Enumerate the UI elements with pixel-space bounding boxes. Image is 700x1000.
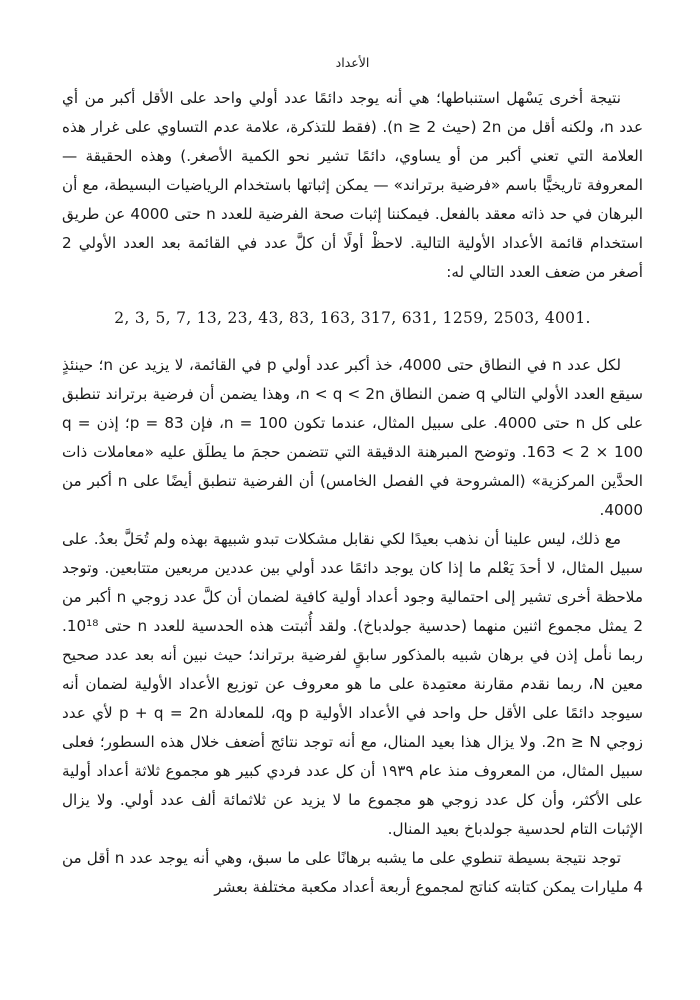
paragraph-1: نتيجة أخرى يَسْهل استنباطها؛ هي أنه يوجد دائمًا عدد أولي واحد على الأقل أكبر من أي عدد n، ولكنه أقل من 2n (حيث n ≥ 2). (فقط للتذكرة، علامة عدم التساوي على غرار هذه العلامة التي تعني أكبر من أو يساوي، دائمًا تشير نحو الكمية الأصغر.) وهذه الحقيقة — المعروفة تاريخيًّا باسم «فرضية برتراند» — يمكن إثباتها باستخدام الرياضيات البسيطة، مع أن البرهان في حد ذاته معقد بالفعل. فيمكننا إثبات صحة الفرضية للعدد n حتى 4000 عن طريق استخدام قائمة الأعداد الأولية التالية. لاحظْ أولًا أن كلَّ عدد في القائمة بعد العدد الأولي 2 أصغر من ضعف العدد التالي له: xyxy=(62,89,644,281)
body-text xyxy=(62,84,643,902)
paragraph-4: توجد نتيجة بسيطة تنطوي على ما يشبه برهانًا على ما سبق، وهي أنه يوجد عدد n أقل من 4 مليارات يمكن كتابته كناتج لمجموع أربعة أعداد مكعبة مختلفة بعشر xyxy=(62,849,643,896)
paragraph-3: مع ذلك، ليس علينا أن نذهب بعيدًا لكي نقابل مشكلات تبدو شبيهة بهذه ولم تُحَلَّ بعدُ. على سبيل المثال، لا أحدَ يَعْلم ما إذا كان يوجد دائمًا عدد أولي بين عددين مربعين متتابعين. وتوجد ملاحظة أخرى تشير إلى احتمالية وجود أعداد أولية كافية لضمان أن كلَّ عدد زوجي n أكبر من 2 يمثل مجموع اثنين منهما (حدسية جولدباخ). ولقد أُثبتت هذه الحدسية للعدد n حتى 10¹⁸. ربما نأمل إذن في برهان شبيه بالمذكور سابقٍ لفرضية برتراند؛ حيث نبين أنه بعد عدد صحيح معين N، ربما نقدم مقارنة معتمِدة على ما هو معروف عن توزيع الأعداد الأولية لضمان أنه سيوجد دائمًا على الأقل حل واحد في الأعداد الأولية p وq، للمعادلة p + q = 2n لأي عدد زوجي 2n ≥ N. ولا يزال هذا بعيد المنال، مع أنه توجد نتائج أضعف خلال هذه السطور؛ فعلى سبيل المثال، من المعروف منذ عام ١٩٣٩ أن كل عدد فردي كبير هو مجموع ثلاثة أعداد أولية على الأكثر، وأن كل عدد زوجي هو مجموع ما لا يزيد عن ثلاثمائة ألف عدد أولي. ولا يزال الإثبات التام لحدسية جولدباخ بعيد المنال. xyxy=(62,530,644,838)
prime-sequence: 2, 3, 5, 7, 13, 23, 43, 83, 163, 317, 631, 1259, 2503, 4001. xyxy=(114,309,591,327)
running-header: الأعداد xyxy=(335,55,370,70)
book-page xyxy=(62,0,643,1000)
paragraph-2: لكل عدد n في النطاق حتى 4000، خذ أكبر عدد أولي p في القائمة، لا يزيد عن n؛ حينئذٍ سيقع العدد الأولي التالي q ضمن النطاق n < q < 2n، وهذا يضمن أن فرضية برتراند تنطبق على كل n حتى 4000. على سبيل المثال، عندما تكون n = 100، فإن p = 83؛ إذن q = 163 < 2 × 100. وتوضح المبرهنة الدقيقة التي تتضمن حجمَ ما يطلَق عليه «معاملات ذات الحدَّين المركزية» (المشروحة في الفصل الخامس) أن الفرضية تنطبق أيضًا على n أكبر من 4000. xyxy=(62,356,644,519)
